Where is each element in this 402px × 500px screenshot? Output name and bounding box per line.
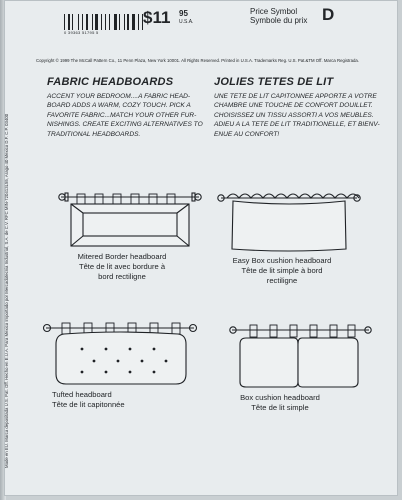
- french-heading: JOLIES TETES DE LIT: [214, 76, 334, 88]
- barcode-bar: [72, 14, 73, 30]
- english-line: ACCENT YOUR BEDROOM....A FABRIC HEAD-: [47, 93, 191, 100]
- caption-tufted: [52, 390, 152, 410]
- caption-line: Tufted headboard: [52, 390, 112, 399]
- caption-line: Easy Box cushion headboard: [232, 256, 332, 265]
- barcode-bar: [119, 14, 120, 30]
- barcode-bar: [86, 14, 88, 30]
- barcode-bar: [105, 14, 106, 30]
- caption-easy-box-cushion: [222, 256, 342, 286]
- barcode-number: 0 39363 51795 5: [64, 30, 99, 35]
- price-cents: 95: [179, 9, 188, 18]
- barcode-bar: [78, 14, 79, 30]
- french-line: UNE TETE DE LIT CAPITONNEE APPORTE A VOTRE: [214, 93, 377, 100]
- box-cushion-headboard-illustration: [228, 320, 373, 390]
- caption-line: Tête de lit avec bordure à: [78, 262, 166, 271]
- french-line: CHOISISSEZ UN TISSU ASSORTI A VOS MEUBLES.: [214, 111, 374, 119]
- caption-line: Mitered Border headboard: [77, 252, 167, 261]
- caption-line: Tête de lit simple à bord: [241, 266, 323, 275]
- caption-box-cushion: [220, 393, 340, 413]
- price-symbol-label: Price Symbol: [250, 7, 298, 16]
- easy-box-cushion-headboard-illustration: [215, 185, 363, 255]
- price-currency: U.S.A.: [179, 19, 194, 25]
- side-legal-text: Made en EU. Marca depositada U.S. Pat. Off. Hecho en E.U.A. Para Mexico Importado por Mercadotecnia Industrial, S.A. de C.V. RFC MIN-720413L55, Arago 40 Mexico D.F. C.P. 03400: [4, 113, 9, 468]
- barcode-bar: [127, 14, 129, 30]
- barcode-bar: [95, 14, 98, 30]
- barcode-bar: [101, 14, 102, 30]
- price-dollars: $11: [143, 8, 171, 27]
- barcode-bar: [92, 14, 93, 30]
- caption-line: Box cushion headboard: [240, 393, 320, 402]
- barcode-bar: [138, 14, 139, 30]
- french-description: [214, 92, 380, 139]
- barcode-bar: [132, 14, 135, 30]
- barcode-bar: [68, 14, 70, 30]
- barcode-bar: [114, 14, 117, 30]
- french-line: ADIEU A LA TETE DE LIT TRADITIONELLE, ET BIENV-: [214, 121, 380, 129]
- english-line: BOARD ADDS A WARM, COZY TOUCH. PICK A: [47, 102, 191, 110]
- caption-line: bord rectiligne: [98, 272, 146, 281]
- barcode-bar: [124, 14, 125, 30]
- french-line: ENUE AU CONFORT!: [214, 130, 280, 138]
- english-line: FAVORITE FABRIC...MATCH YOUR OTHER FUR-: [47, 111, 197, 119]
- barcode-bar: [64, 14, 65, 30]
- caption-mitered-border: [62, 252, 182, 282]
- caption-line: rectiligne: [266, 276, 298, 285]
- tufted-headboard-illustration: [40, 318, 200, 388]
- english-line: TRADITIONAL HEADBOARDS.: [47, 130, 141, 138]
- english-description: [47, 92, 203, 139]
- price-letter: D: [322, 5, 335, 24]
- barcode-bar: [109, 14, 110, 30]
- caption-line: Tête de lit simple: [251, 403, 309, 412]
- barcode-bar: [82, 14, 83, 30]
- english-heading: FABRIC HEADBOARDS: [47, 76, 174, 88]
- mitered-border-headboard-illustration: [55, 185, 205, 250]
- barcode: [64, 14, 132, 30]
- caption-line: Tête de lit capitonnée: [52, 400, 125, 409]
- price-symbol-label-fr: Symbole du prix: [250, 16, 308, 25]
- copyright-line: Copyright © 1999 The McCall Pattern Co., 11 Penn Plaza, New York 10001. All Rights Reserved. Printed in U.S.A. Trademarks Reg. U.S. Pat.&TM Off. Marca Registrada.: [36, 58, 359, 63]
- english-line: NISHINGS. CREATE EXCITING ALTERNATIVES TO: [47, 121, 203, 129]
- french-line: CHAMBRE UNE TOUCHE DE CONFORT DOUILLET.: [214, 102, 373, 110]
